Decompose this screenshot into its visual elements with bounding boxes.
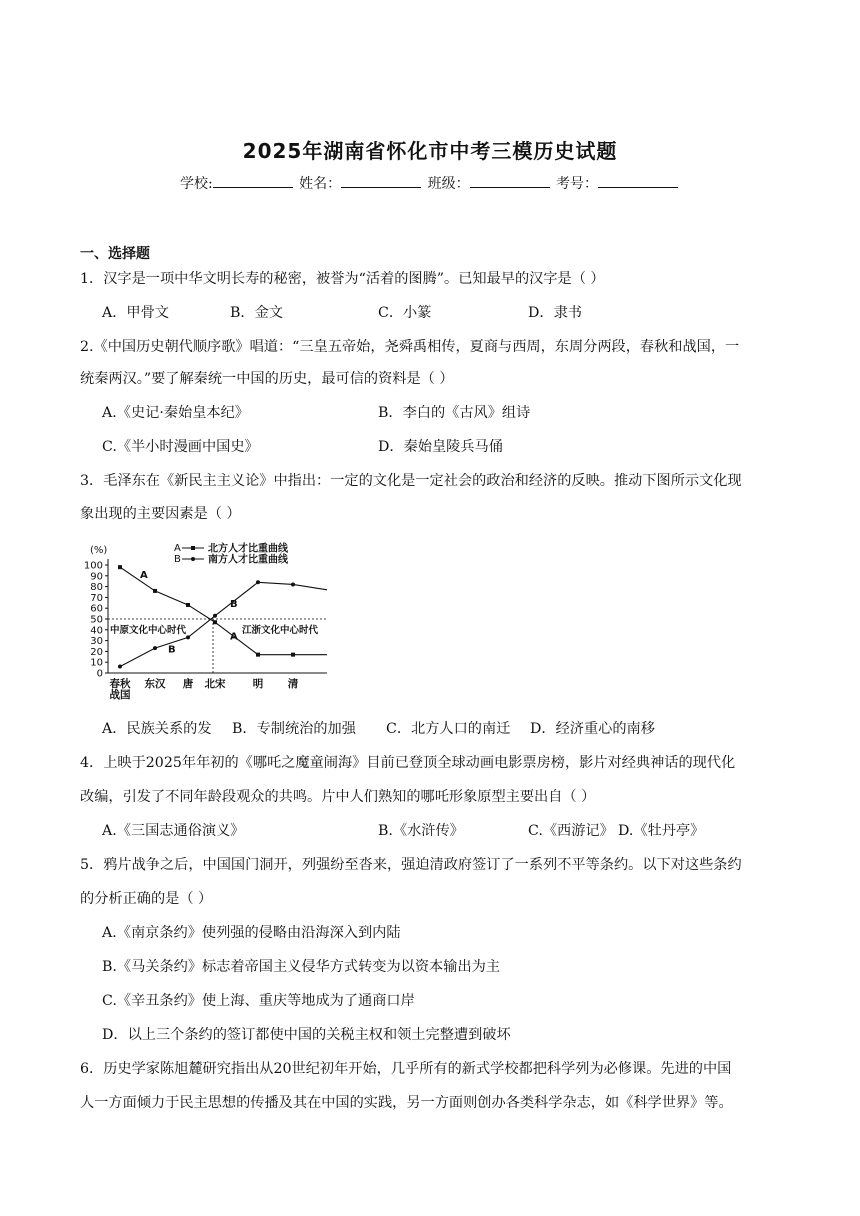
region-label-central-plains: 中原文化中心时代 <box>110 625 187 636</box>
legend-marker-A <box>191 546 195 550</box>
q3-option-c[interactable]: C．北方人口的南迁 <box>386 721 511 737</box>
point-A <box>291 653 295 657</box>
section-title: 一、选择题 <box>80 246 150 262</box>
class-label: 班级： <box>427 176 470 192</box>
name-blank[interactable] <box>341 175 421 188</box>
name-label: 姓名： <box>299 176 342 192</box>
x-tick-label: 战国 <box>109 689 131 701</box>
y-tick-label: 100 <box>83 560 103 572</box>
q3-option-d[interactable]: D．经济重心的南移 <box>530 721 655 737</box>
q2-option-d[interactable]: D．秦始皇陵兵马俑 <box>378 439 503 455</box>
y-tick-label: 0 <box>96 668 103 680</box>
question-6-line-2: 人一方面倾力于民主思想的传播及其在中国的实践，另一方面则创办各类科学杂志，如《科学世界》等。 <box>80 1095 733 1111</box>
question-6-line-1: 6．历史学家陈旭麓研究指出从20世纪初年开始，几乎所有的新式学校都把科学列为必修课。先进的中国 <box>80 1061 732 1077</box>
page-title: 2025年湖南省怀化市中考三模历史试题 <box>242 139 618 163</box>
point-B <box>186 635 190 639</box>
question-4-line-1: 4．上映于2025年年初的《哪吒之魔童闹海》目前已登顶全球动画电影票房榜，影片对经典神话的现代化 <box>80 755 736 771</box>
x-tick-label: 明 <box>252 678 264 690</box>
q5-option-b[interactable]: B.《马关条约》标志着帝国主义侵华方式转变为以资本输出为主 <box>102 959 501 975</box>
legend-name-B: 南方人才比重曲线 <box>208 554 288 566</box>
x-tick-label: 东汉 <box>144 678 166 690</box>
number-blank[interactable] <box>598 175 678 188</box>
q3-option-a[interactable]: A．民族关系的发 <box>102 721 212 737</box>
x-tick-label: 春秋 <box>109 678 131 690</box>
curve-label: B <box>230 599 238 611</box>
y-tick-label: 60 <box>90 603 103 615</box>
curve-label: A <box>140 569 148 581</box>
legend-key-B: B <box>174 554 181 565</box>
y-tick-label: 70 <box>90 592 103 604</box>
number-label: 考号： <box>556 176 599 192</box>
q4-option-a[interactable]: A.《三国志通俗演义》 <box>102 823 245 839</box>
curve-label: B <box>168 644 176 656</box>
question-2-line-2: 统秦两汉。”要了解秦统一中国的历史，最可信的资料是（ ） <box>80 371 454 387</box>
q2-option-a[interactable]: A.《史记·秦始皇本纪》 <box>102 405 249 421</box>
legend-key-A: A <box>174 543 181 554</box>
y-tick-label: 90 <box>90 571 103 583</box>
q4-option-c[interactable]: C.《西游记》 <box>528 823 614 839</box>
q1-option-d[interactable]: D．隶书 <box>528 305 582 321</box>
x-tick-label: 唐 <box>182 678 194 690</box>
q2-option-b[interactable]: B．李白的《古风》组诗 <box>378 405 531 421</box>
point-A <box>256 653 260 657</box>
question-2-line-1: 2.《中国历史朝代顺序歌》唱道：“三皇五帝始，尧舜禹相传，夏商与西周，东周分两段，春秋和战国，一 <box>80 339 740 355</box>
y-unit-label: (%) <box>90 545 108 556</box>
question-5-line-1: 5．鸦片战争之后，中国国门洞开，列强纷至沓来，强迫清政府签订了一系列不平等条约。以下对这些条约 <box>80 857 742 873</box>
point-B <box>291 582 295 586</box>
series-line-A <box>120 567 327 654</box>
student-info-fields <box>0 173 860 193</box>
y-tick-label: 10 <box>90 657 103 669</box>
class-blank[interactable] <box>470 175 550 188</box>
point-B <box>153 646 157 650</box>
school-blank[interactable] <box>213 175 293 188</box>
q3-option-b[interactable]: B．专制统治的加强 <box>232 721 356 737</box>
q1-option-a[interactable]: A．甲骨文 <box>102 305 169 321</box>
point-A <box>153 589 157 593</box>
q5-option-c[interactable]: C.《辛丑条约》使上海、重庆等地成为了通商口岸 <box>102 993 415 1009</box>
legend-name-A: 北方人才比重曲线 <box>208 543 288 555</box>
school-label: 学校: <box>179 176 213 192</box>
question-3-line-1: 3．毛泽东在《新民主主义论》中指出：一定的文化是一定社会的政治和经济的反映。推动下图所示文化现 <box>80 473 742 489</box>
point-B <box>213 614 217 618</box>
curve-label: A <box>230 631 238 643</box>
q1-option-b[interactable]: B．金文 <box>230 305 283 321</box>
x-tick-label: 北宋 <box>204 678 226 690</box>
question-5-line-2: 的分析正确的是（ ） <box>80 891 213 907</box>
x-tick-label: 清 <box>287 678 299 690</box>
point-B <box>256 580 260 584</box>
y-tick-label: 80 <box>90 582 103 594</box>
q5-option-d[interactable]: D．以上三个条约的签订都使中国的关税主权和领土完整遭到破坏 <box>102 1027 511 1043</box>
point-B <box>118 665 122 669</box>
y-tick-label: 30 <box>90 636 103 648</box>
q1-option-c[interactable]: C．小篆 <box>378 305 432 321</box>
question-1-line-1: 1．汉字是一项中华文明长寿的秘密，被誉为“活着的图腾”。已知最早的汉字是（ ） <box>80 271 605 287</box>
q2-option-c[interactable]: C.《半小时漫画中国史》 <box>102 439 259 455</box>
point-A <box>118 565 122 569</box>
question-3-line-2: 象出现的主要因素是（ ） <box>80 506 241 522</box>
y-tick-label: 50 <box>90 614 103 626</box>
legend-marker-B <box>191 557 195 561</box>
y-tick-label: 40 <box>90 625 103 637</box>
q4-option-b[interactable]: B.《水浒传》 <box>378 823 464 839</box>
point-A <box>186 603 190 607</box>
y-tick-label: 20 <box>90 646 103 658</box>
q5-option-a[interactable]: A.《南京条约》使列强的侵略由沿海深入到内陆 <box>102 925 401 941</box>
region-label-jiangzhe: 江浙文化中心时代 <box>242 625 319 636</box>
talent-ratio-chart <box>82 537 342 702</box>
point-A <box>213 620 217 624</box>
question-4-line-2: 改编，引发了不同年龄段观众的共鸣。片中人们熟知的哪吒形象原型主要出自（ ） <box>80 789 596 805</box>
q4-option-d[interactable]: D.《牡丹亭》 <box>618 823 705 839</box>
